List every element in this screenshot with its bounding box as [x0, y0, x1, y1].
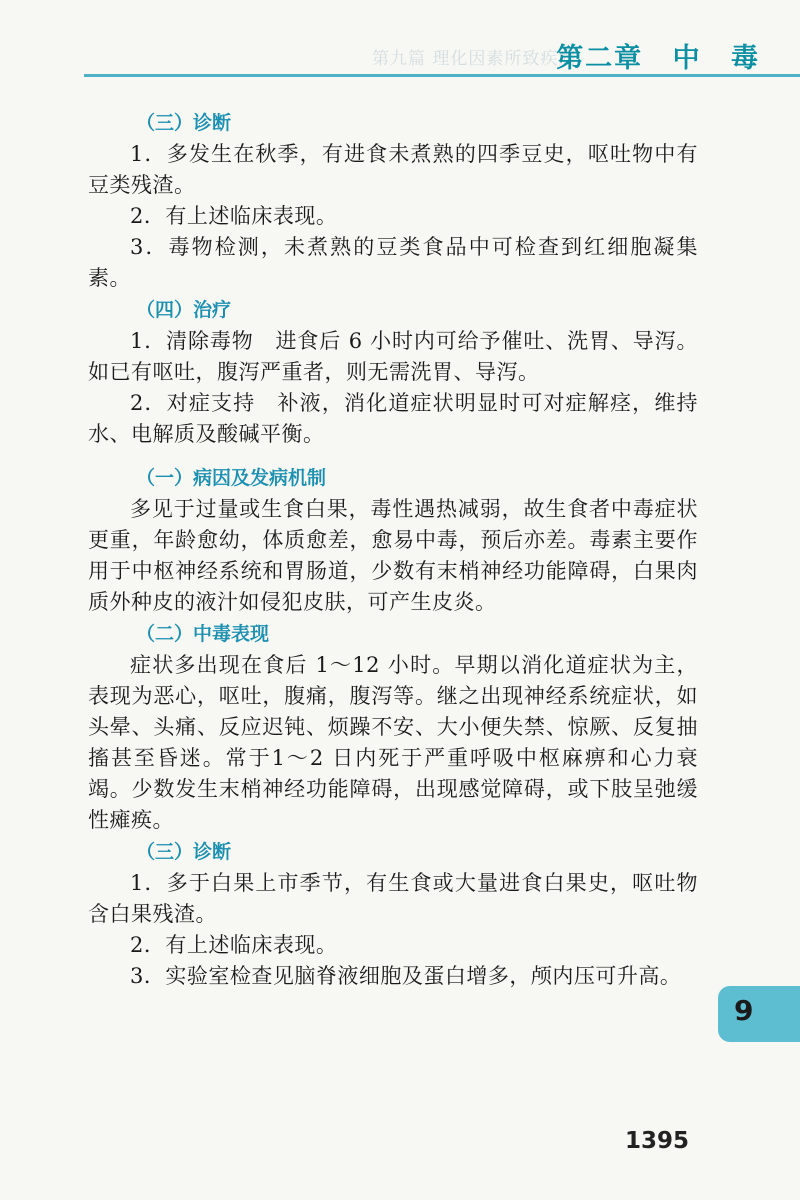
subheading-treatment: （四）治疗: [136, 299, 232, 321]
paragraph: 3．实验室检查见脑脊液细胞及蛋白增多，颅内压可升高。: [130, 964, 682, 988]
paragraph: 3．毒物检测，未煮熟的豆类食品中可检查到红细胞凝集素。: [88, 235, 698, 290]
side-tab-number: 9: [734, 994, 754, 1027]
running-title-faint: 第九篇 理化因素所致疾病: [372, 49, 577, 69]
running-header: [0, 30, 800, 80]
paragraph: 2．有上述临床表现。: [130, 204, 338, 228]
paragraph: 1．多发生在秋季，有进食未煮熟的四季豆史，呕吐物中有豆类残渣。: [88, 142, 698, 197]
paragraph: 2．有上述临床表现。: [130, 933, 338, 957]
paragraph: 1．清除毒物 进食后 6 小时内可给予催吐、洗胃、导泻。如已有呕吐，腹泻严重者，则无需洗胃、导泻。: [88, 329, 698, 384]
chapter-side-tab: [718, 986, 800, 1042]
paragraph: 症状多出现在食后 1～12 小时。早期以消化道症状为主，表现为恶心，呕吐，腹痛，腹泻等。继之出现神经系统症状，如头晕、头痛、反应迟钝、烦躁不安、大小便失禁、惊厥、反复抽搐甚至昏迷。常于1～2 日内死于严重呼吸中枢麻痹和心力衰竭。少数发生末梢神经功能障碍，出现感觉障碍，或下肢呈弛缓性瘫痪。: [88, 653, 698, 832]
subheading-diagnosis-2: （三）诊断: [136, 841, 232, 863]
page-body: [88, 107, 698, 992]
paragraph: 1．多于白果上市季节，有生食或大量进食白果史，呕吐物含白果残渣。: [88, 871, 698, 926]
subheading-diagnosis-1: （三）诊断: [136, 112, 232, 134]
subheading-etiology: （一）病因及发病机制: [136, 467, 327, 489]
subheading-manifestations: （二）中毒表现: [136, 623, 270, 645]
paragraph: 2．对症支持 补液，消化道症状明显时可对症解痉，维持水、电解质及酸碱平衡。: [88, 391, 698, 446]
chapter-title: 第二章 中 毒: [556, 43, 760, 74]
page-number: 1395: [625, 1128, 690, 1154]
header-rule: [84, 74, 800, 77]
paragraph: 多见于过量或生食白果，毒性遇热减弱，故生食者中毒症状更重，年龄愈幼，体质愈差，愈易中毒，预后亦差。毒素主要作用于中枢神经系统和胃肠道，少数有末梢神经功能障碍，白果肉质外种皮的液汁如侵犯皮肤，可产生皮炎。: [88, 497, 698, 614]
